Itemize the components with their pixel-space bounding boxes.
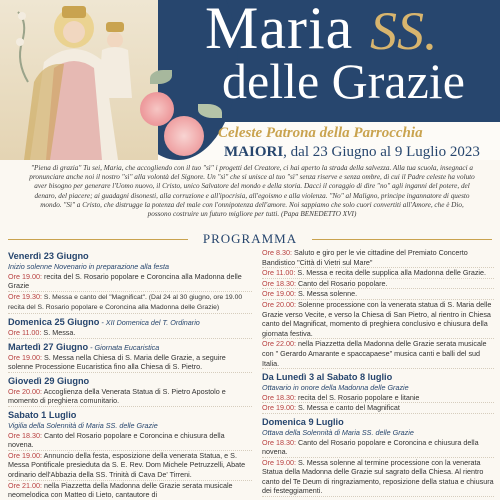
day-subtitle: Ottava della Solennità di Maria SS. delle Grazie bbox=[262, 427, 414, 437]
day-subtitle: Ottavario in onore della Madonna delle Grazie bbox=[262, 383, 409, 393]
day-subtitle: Vigilia della Solennità di Maria SS. delle Grazie bbox=[8, 420, 158, 430]
subtitle: Celeste Patrona della Parrocchia bbox=[218, 125, 423, 141]
rose-decoration-icon bbox=[164, 116, 204, 156]
day-subtitle: Inizio solenne Novenario in preparazione alla festa bbox=[8, 262, 170, 271]
event-item: Ore 19.00: S. Messa solenne. bbox=[262, 289, 494, 300]
madonna-statue-icon bbox=[14, 2, 154, 160]
event-item: Ore 11.00: S. Messa. bbox=[8, 328, 252, 339]
program-column-right bbox=[262, 248, 494, 497]
day-heading: Giovedì 29 Giugno bbox=[8, 375, 90, 386]
title-ss: SS. bbox=[370, 1, 438, 61]
day-heading: Domenica 25 Giugno - XII Domenica del T. Ordinario bbox=[8, 316, 200, 327]
event-item: Ore 19.00: recita del S. Rosario popolare e Coroncina alla Madonna delle Grazie bbox=[8, 272, 252, 292]
event-item: Ore 11.00: S. Messa e recita delle supplica alla Madonna delle Grazie. bbox=[262, 268, 494, 279]
day-heading: Domenica 9 Luglio bbox=[262, 416, 344, 427]
place-name: MAIORI bbox=[224, 144, 284, 160]
event-item: Ore 21.00: nella Piazzetta della Madonna delle Grazie serata musicale neomelodica con Matteo di Lieto, cantautore di bbox=[8, 481, 252, 500]
event-item: Ore 8.30: Saluto e giro per le vie cittadine del Premiato Concerto Bandistico "Città di Vietri sul Mare" bbox=[262, 248, 494, 268]
event-item: Ore 20.00: Solenne processione con la venerata statua di S. Maria delle Grazie verso Vecite, e verso la Chiesa di San Pietro, al rientro in Chiesa canto del Magnificat, momento di preghiera conclusivo e chiusura della giornata festiva. bbox=[262, 300, 494, 339]
dates-line bbox=[224, 144, 480, 160]
day-heading: Martedì 27 Giugno - Giornata Eucaristica bbox=[8, 341, 160, 352]
event-item: Ore 18.30: Canto del Rosario popolare e Coroncina e chiusura della novena. bbox=[8, 431, 252, 451]
event-item: Ore 18.30: recita del S. Rosario popolare e litanie bbox=[262, 393, 494, 404]
day-heading: Sabato 1 Luglio bbox=[8, 409, 77, 420]
event-item: Ore 19.30: S. Messa e canto del "Magnificat". (Dal 24 al 30 giugno, ore 19.00 recita del S. Rosario popolare e Coroncina alla Madonna delle Grazie) bbox=[8, 292, 252, 314]
day-heading: Venerdì 23 Giugno bbox=[8, 251, 89, 261]
event-item: Ore 19.00: S. Messa e canto del Magnificat bbox=[262, 403, 494, 414]
event-item: Ore 19.00: S. Messa nella Chiesa di S. Maria delle Grazie, a seguire solenne Processione Eucaristica fino alla Chiesa di S. Pietro. bbox=[8, 353, 252, 373]
program-column-left bbox=[8, 248, 252, 500]
event-item: Ore 18.30: Canto del Rosario popolare e Coroncina e chiusura della novena. bbox=[262, 438, 494, 458]
date-range: , dal 23 Giugno al 9 Luglio 2023 bbox=[283, 144, 480, 160]
title-maria: Maria bbox=[205, 0, 354, 61]
event-item: Ore 20.00: Accoglienza della Venerata Statua di S. Pietro Apostolo e momento di preghiera comunitario. bbox=[8, 387, 252, 407]
prayer-quote: "Piena di grazia" Tu sei, Maria, che accogliendo con il tuo "sì" i progetti del Creatore, ci hai aperto la strada della salvezza. Alla tua scuola, insegnaci a pronunciare anche noi il nostro "sì" alla volontà del Signore. Un "sì" che si unisce al tuo "sì" senza riserve e senza ombre, di cui il Padre celeste ha voluto aver bisogno per generare l'Uomo nuovo, il Cristo, unico Salvatore del mondo e della storia. Dacci il coraggio di dire "no" agli inganni del potere, del denaro, del piacere; ai guadagni disonesti, alla corruzione e all'ipocrisia, all'egoismo e alla violenza. "No" al Maligno, principe ingannatore di questo mondo. "Sì" a Cristo, che distrugge la potenza del male con l'onnipotenza dell'amore. Noi sappiamo che solo cuori convertiti all'Amore, che è Dio, possono costruire un futuro migliore per tutti. (Papa BENEDETTO XVI) bbox=[29, 164, 475, 219]
event-item: Ore 19.00: Annuncio della festa, esposizione della venerata Statua, e S. Messa Pontificale presieduta da S. E. Rev. Dom Michele Petruzzelli, Abate ordinario dell'Abbazia della SS. Trinità di Cava De' Tirreni. bbox=[8, 451, 252, 481]
day-heading: Da Lunedì 3 al Sabato 8 luglio bbox=[262, 372, 393, 383]
programma-title: PROGRAMMA bbox=[202, 231, 298, 246]
event-item: Ore 22.00: nella Piazzetta della Madonna delle Grazie serata musicale con " Gerardo Amarante e spaccapaese" musica canti e balli del sud Italia. bbox=[262, 339, 494, 369]
poster-header bbox=[0, 0, 500, 160]
event-item: Ore 18.30: Canto del Rosario popolare. bbox=[262, 279, 494, 290]
madonna-image-panel bbox=[0, 0, 158, 160]
event-item: Ore 19.00: S. Messa solenne al termine processione con la venerata Statua della Madonna delle Grazie sul sagrato della Chiesa. Al rientro canto del Te Deum di ringraziamento, reposizione della statua e chiusura dei festeggiamenti. bbox=[262, 457, 494, 496]
programma-heading bbox=[0, 232, 500, 246]
title-delle-grazie: delle Grazie bbox=[222, 53, 465, 109]
